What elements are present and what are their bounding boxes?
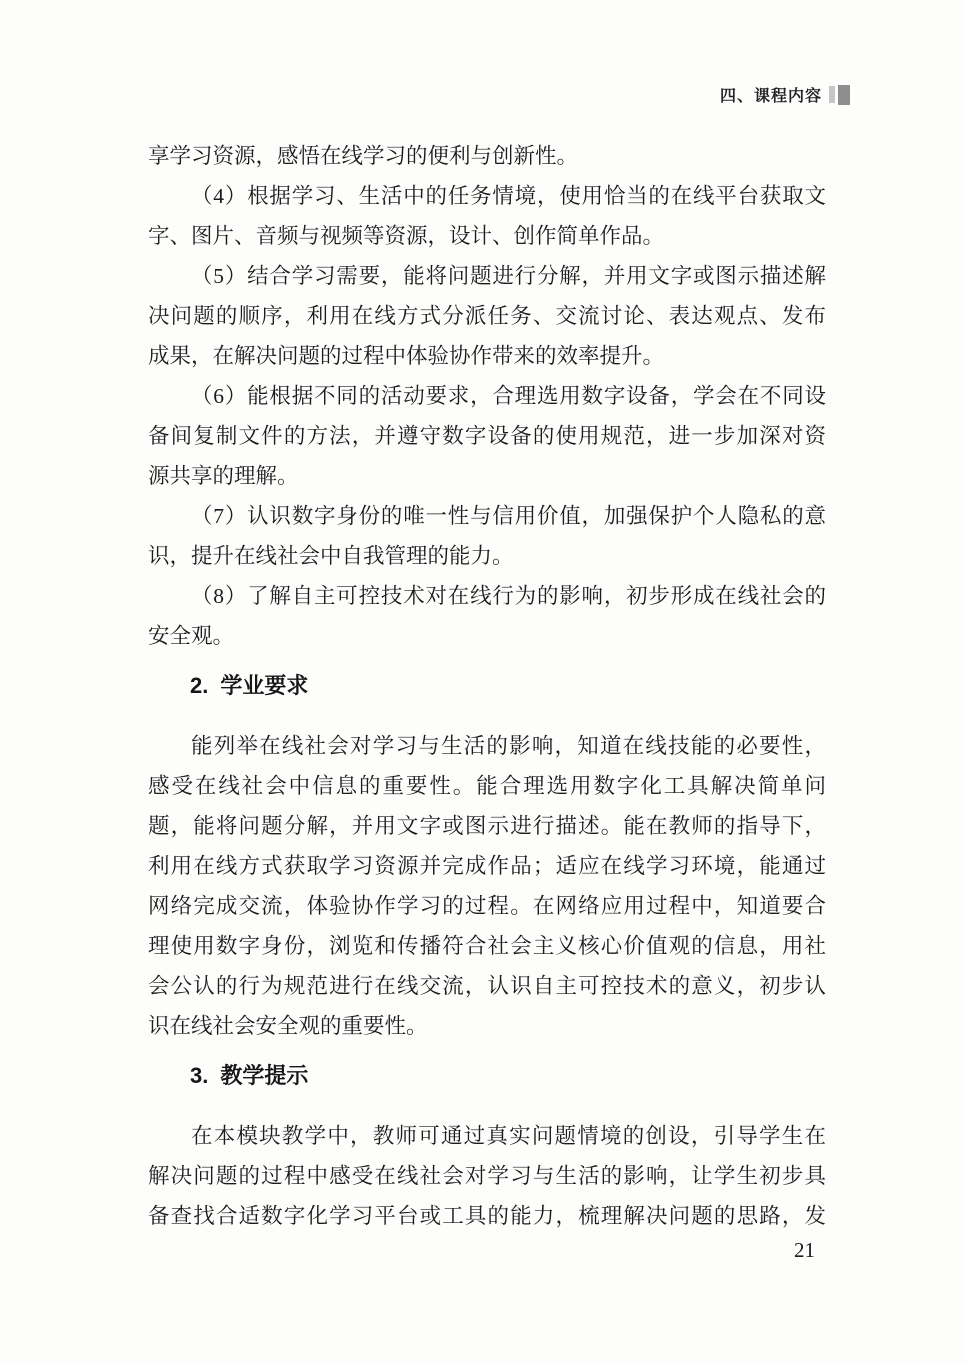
- paragraph: [148, 496, 826, 576]
- text-line: 识，提升在线社会中自我管理的能力。: [148, 544, 514, 568]
- heading-text: 教学提示: [220, 1063, 309, 1088]
- text-line: （6）能根据不同的活动要求，合理选用数字设备，学会在不同设: [191, 384, 826, 408]
- header-bars-icon: [829, 85, 850, 105]
- text-line: 会公认的行为规范进行在线交流，认识自主可控技术的意义，初步认: [148, 974, 826, 998]
- heading-text: 学业要求: [220, 673, 309, 698]
- text-line: 题，能将问题分解，并用文字或图示进行描述。能在教师的指导下，: [148, 814, 826, 838]
- paragraph: [148, 256, 826, 376]
- heading-number: 3.: [190, 1063, 209, 1088]
- text-line: （7）认识数字身份的唯一性与信用价值，加强保护个人隐私的意: [191, 504, 826, 528]
- text-line: 安全观。: [148, 624, 235, 648]
- text-line: 利用在线方式获取学习资源并完成作品；适应在线学习环境，能通过: [148, 854, 826, 878]
- text-line: 在本模块教学中，教师可通过真实问题情境的创设，引导学生在: [191, 1124, 826, 1148]
- paragraph: [148, 376, 826, 496]
- heading-number: 2.: [190, 673, 209, 698]
- paragraph: [148, 576, 826, 656]
- subsection-heading: [190, 1060, 826, 1092]
- document-body: [148, 136, 826, 1236]
- text-line: 字、图片、音频与视频等资源，设计、创作简单作品。: [148, 224, 665, 248]
- text-line: 决问题的顺序，利用在线方式分派任务、交流讨论、表达观点、发布: [148, 304, 826, 328]
- text-line: 备查找合适数字化学习平台或工具的能力，梳理解决问题的思路，发: [148, 1204, 826, 1228]
- text-line: 解决问题的过程中感受在线社会对学习与生活的影响，让学生初步具: [148, 1164, 826, 1188]
- text-line: 理使用数字身份，浏览和传播符合社会主义核心价值观的信息，用社: [148, 934, 826, 958]
- paragraph: [148, 1116, 826, 1236]
- paragraph: [148, 726, 826, 1046]
- section-title: 四、课程内容: [719, 88, 822, 105]
- text-line: 享学习资源，感悟在线学习的便利与创新性。: [148, 144, 579, 168]
- page-number: 21: [794, 1238, 815, 1262]
- paragraph: [148, 136, 826, 176]
- paragraph: [148, 176, 826, 256]
- text-line: 能列举在线社会对学习与生活的影响，知道在线技能的必要性，: [191, 734, 826, 758]
- header-bar-dark: [838, 85, 850, 105]
- header-bar-light: [829, 86, 835, 103]
- text-line: （4）根据学习、生活中的任务情境，使用恰当的在线平台获取文: [191, 184, 826, 208]
- text-line: 网络完成交流，体验协作学习的过程。在网络应用过程中，知道要合: [148, 894, 826, 918]
- text-line: （8）了解自主可控技术对在线行为的影响，初步形成在线社会的: [191, 584, 826, 608]
- text-line: （5）结合学习需要，能将问题进行分解，并用文字或图示描述解: [191, 264, 826, 288]
- text-line: 感受在线社会中信息的重要性。能合理选用数字化工具解决简单问: [148, 774, 826, 798]
- subsection-heading: [190, 670, 826, 702]
- page-header: [720, 83, 850, 106]
- text-line: 备间复制文件的方法，并遵守数字设备的使用规范，进一步加深对资: [148, 424, 826, 448]
- text-line: 成果，在解决问题的过程中体验协作带来的效率提升。: [148, 344, 665, 368]
- text-line: 识在线社会安全观的重要性。: [148, 1014, 428, 1038]
- text-line: 源共享的理解。: [148, 464, 299, 488]
